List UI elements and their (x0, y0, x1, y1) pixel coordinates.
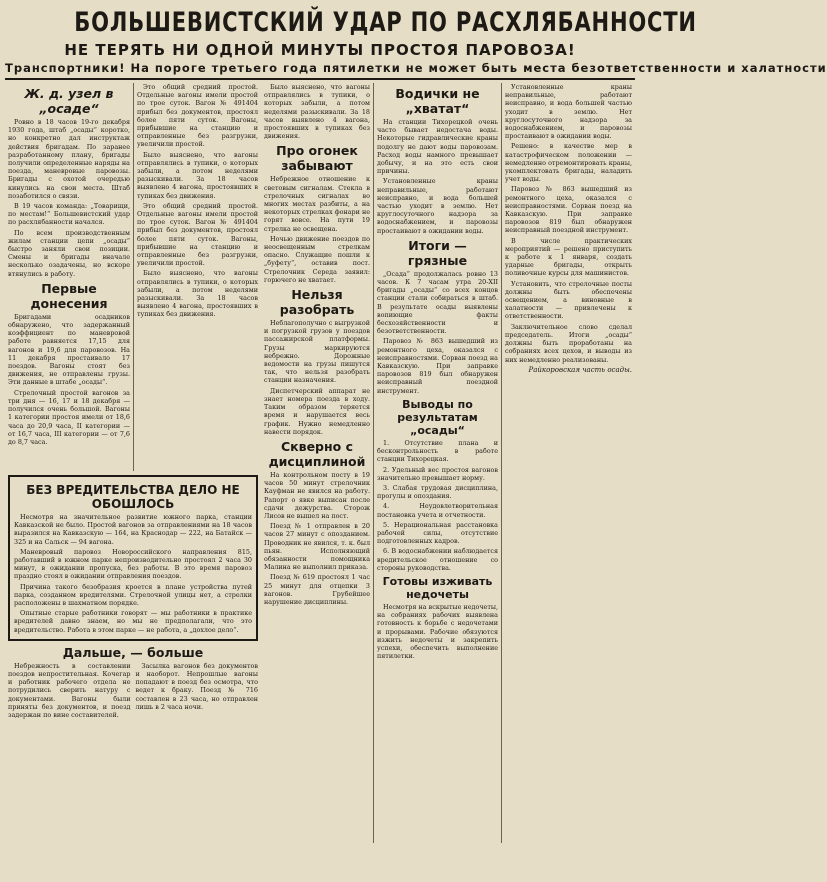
article-ogonek-p2: Ночью движение поездов по неосвещенным стрелкам опасно. Служащие пошли к „буфету“, оставив пост. Стрелочник Середа заявил: горючего не хватает. (264, 234, 370, 284)
article-ogonek-title: Про огонек забывают (276, 143, 358, 174)
article-nelzya-p1: Неблагополучно с выгрузкой и погрузкой грузов у поездов пассажирской платформы. Грузы маркируются небрежно. Дорожные ведомости на грузы пишутся так, что нельзя разобрать станции назначения. (264, 319, 370, 385)
article-ogonek-p1: Небрежное отношение к световым сигналам. Стекла в стрелочных сигналах во многих местах разбиты, а на некоторых стрелках фонари не горят вовсе. На пути 19 стрелка не освещена. (264, 175, 370, 233)
article-bezvreditelstva-title: БЕЗ ВРЕДИТЕЛЬСТВА ДЕЛО НЕ ОБОШЛОСЬ (26, 483, 240, 511)
col-4 (373, 83, 501, 843)
article-vyvody-p3: 3. Слабая трудовая дисциплина, прогулы и опоздания. (377, 483, 498, 501)
article-vodichki-p2: Установленные краны неправильные, работают неисправно, и вода большей частью уходит в землю. Нет круглосуточного надзора за водоснабжением, и паровозы простаивают в ожидании воды. (377, 177, 498, 235)
masthead (5, 6, 827, 80)
article-vodichki-cont: Установленные краны неправильные, работают неисправно, и вода большей частью уходит в землю. Нет круглосуточного надзора за водоснабжением, и паровозы простаивают в ожидании воды. (505, 83, 632, 141)
article-skverno-p3: Поезд № 619 простоял 1 час 25 минут для отцепки 3 вагонов. Грубейшее нарушение дисциплины. (264, 573, 370, 606)
article-continued-p1b: Это общий средний простой. Отдельные вагоны имели простой по трое суток. Вагон № 491404 прибыл без документов, простоял более пяти суток. Вагоны, прибывшие на станцию и отправленные без разгрузки, увеличили простой. (137, 201, 258, 268)
col-1 (5, 83, 133, 471)
columns (5, 83, 635, 843)
article-gotovy-title: Готовы изживать недочеты (382, 574, 493, 601)
article-gotovy-p1: Несмотря на вскрытые недочеты, на собраниях рабочих выявлена готовность к борьбе с недочетами и прорывами. Рабочие обязуются изжить недочеты и закрепить успехи, обеспечить выполнение пятилетки. (377, 602, 498, 661)
article-itogi-title: Итоги — грязные (407, 237, 468, 268)
col-2 (133, 83, 261, 471)
article-itogi-cont: Паровоз № 863 вышедший из ремонтного цеха, оказался с неисправностями. Сорван поезд на Кавказскую. При заправке паровозов 819 был обнаружен неисправный поездной инструмент. (505, 185, 632, 235)
left-columns (5, 83, 261, 843)
article-osada-p1: Ровно в 18 часов 19-го декабря 1930 года, штаб „осады“ коротко, но конкретно дал инструктаж действия бригадам. По заранее разработанному плану, бригады получили определенные наряды на поезда, маневровые паровозы. Бригады с охотой очередью кинулись на свои места. Штаб позаботился о связи. (8, 118, 130, 200)
article-osada-p2: В 19 часов команда: „Товарищи, по местам!“ Большевистский удар по расхлябанности начался. (8, 202, 130, 227)
box-column (5, 471, 261, 721)
article-skverno-p1: На контрольном посту в 19 часов 50 минут стрелочник Кауфман не явился на работу. Рапорт о явке выписан после сдачи дежурства. Сторож Лисов не вышел на пост. (264, 470, 370, 520)
article-bezvreditelstva-p2: Маневровый паровоз Новороссийского направления 815, работавший в южном парке непроизводительно простоял 2 часа 30 минут, в ожидании пропуска, без работы. В это время паровоз праздно стоял в ожидании отправления поездов. (14, 547, 252, 581)
article-vyvody-p1: 1. Отсутствие плана и бесконтрольность в работе станции Тихорецкая. (377, 438, 498, 464)
article-nelzya-title: Нельзя разобрать (279, 287, 355, 318)
article-vodichki-p1: На станции Тихорецкой очень часто бывает недостача воды. Некоторые гидравлические краны подолгу не дают воды паровозам. Расход воды намного превышает добычу, и на это есть свои причины. (377, 118, 498, 176)
article-itogi-p1: „Осада“ продолжалась ровно 13 часов. К 7 часам утра 20-XII бригады „осады“ со всех концов станции стали собираться в штаб. В результате осады выявлены вопиющие факты бесхозяйственности и безответственности. (377, 269, 498, 336)
article-vyvody-title: Выводы по результатам „осады“ (397, 397, 478, 437)
article-col3-lead: Было выяснено, что вагоны отправлялись в тупики, о которых забыли, а потом неделями разыскивали. За 18 часов выявлено 4 вагона, простоявших в тупиках без движения. (264, 83, 370, 141)
article-itogi-p2: Паровоз № 863 вышедший из ремонтного цеха, оказался с неисправностями. Сорван поезд на Кавказскую. При заправке паровозов 819 был обнаружен неисправный поездной инструмент. (377, 337, 498, 395)
article-dalshe-p1: Небрежность в составлении поездов непростительная. Кочегар и работник рабочего отдела не потрудились сверить натуру с документами. Вагоны были приняты без документов, и поезд задержан по вине составителей. (8, 661, 131, 720)
article-donesenia-p2: Стрелочный простой вагонов за три дня — 16, 17 и 18 декабря — получился очень большой. Вагоны 1 категории простоя имели от 18,6 часа до 20,9 часа, II категории — от 16,7 часа, III категории — от 7,6 до 8,7 часа. (8, 388, 130, 446)
left-top (5, 83, 261, 471)
article-vyvody-p6: 6. В водоснабжении наблюдается вредительское отношение со стороны руководства. (377, 547, 498, 572)
article-skverno-title: Скверно с дисциплиной (268, 438, 366, 469)
article-dalshe-title: Дальше, — больше (62, 644, 204, 660)
box-bezvreditelstva (8, 475, 258, 641)
signature: Райкоровская часть осады. (528, 365, 632, 374)
article-vyvody-p4: 4. Неудовлетворительная постановка учета и отчетности. (377, 502, 498, 519)
main-headline: БОЛЬШЕВИСТСКИЙ УДАР ПО РАСХЛЯБАННОСТИ (74, 7, 697, 38)
col-5 (501, 83, 635, 843)
article-right-p3: Установить, что стрелочные посты должны быть обеспечены освещением, а виновные в халатности — привлечены к ответственности. (505, 279, 632, 321)
article-right-p1: Решено: в качестве мер в катастрофическом положении — немедленно отремонтировать краны, укомплектовать бригады, наладить учет воды. (505, 142, 632, 184)
article-continued-p2: Было выяснено, что вагоны отправлялись в тупики, о которых забыли, а потом неделями разыскивали. За 18 часов выявлено 4 вагона, простоявших в тупиках без движения. (137, 150, 258, 200)
slogan-line: Транспортники! На пороге третьего года пятилетки не может быть места безответственности и халатности (5, 60, 635, 80)
article-continued-p1: Это общий средний простой. Отдельные вагоны имели простой по трое суток. Вагон № 491404 прибыл без документов, простоял более пяти суток. Вагоны, прибывшие на станцию и отправленные без разгрузки, увеличили простой. (137, 83, 258, 149)
article-osada-p3: По всем производственным жилам станции цепи „осады“ быстро заняли свои позиции. Смены и бригады вначале несколько озадачены, но вскоре втянулись в работу. (8, 228, 130, 278)
article-osada-title: Ж. д. узел в „осаде“ (24, 86, 114, 116)
article-continued-p2b: Было выяснено, что вагоны отправлялись в тупики, о которых забыли, а потом неделями разыскивали. За 18 часов выявлено 4 вагона, простоявших в тупиках без движения. (137, 269, 258, 319)
article-dalshe-p2: Засылка вагонов без документов и наоборот. Непрошлые вагоны попадают в поезд без осмотра, что ведет к браку. Поезд № 716 составлен в 23 часа, но отправлен лишь в 2 часа ночи. (135, 661, 258, 711)
article-vodichki-title: Водички не „хватат“ (395, 86, 480, 116)
article-gotovy-p2: Заключительное слово сделал председатель. Итоги „осады“ должны быть проработаны на собраниях всех цехов, и выводы из них немедленно реализованы. (505, 322, 632, 364)
col-3 (261, 83, 373, 843)
article-right-p2: В числе практических мероприятий — решено приступить к работе к 1 января, создать ударные бригады, открыть поливочные курсы для машинистов. (505, 236, 632, 278)
sub-headline: НЕ ТЕРЯТЬ НИ ОДНОЙ МИНУТЫ ПРОСТОЯ ПАРОВОЗА! (64, 41, 576, 59)
article-nelzya-p2: Диспетчерский аппарат не знает номера поезда в ходу. Таким образом теряется время и нарушается весь график. Нужно немедленно навести порядок. (264, 386, 370, 436)
article-vyvody-p2: 2. Удельный вес простоя вагонов значительно превышает норму. (377, 465, 498, 482)
article-bezvreditelstva-p3: Причина такого безобразия кроется в плане устройства путей парка, созданном вредителями. Стрелочной улицы нет, а стрелки расположены в шахматном порядке. (14, 582, 252, 608)
article-dalshe-body (8, 662, 258, 721)
article-vyvody-p5: 5. Нерациональная расстановка рабочей силы, отсутствие подготовленных кадров. (377, 520, 498, 546)
article-bezvreditelstva-p1: Несмотря на значительное развитие южного парка, станции Кавказской не было. Простой вагонов за отправлениями на 18 часов выразился на Кавказскую — 164, на Краснодар — 222, на Батайск — 325 и на Сальск — 94 вагона. (14, 513, 252, 546)
article-bezvreditelstva-p4: Опытные старые работники говорят — мы работники в практике вредителей давно знаем, но мы не предполагали, что это вредительство. Работа в этом парке — не работа, а „дохлое дело“. (14, 609, 252, 634)
article-donesenia-title: Первые донесения (30, 280, 108, 311)
article-donesenia-p1: Бригадами осадников обнаружено, что задержанный коэффициент по маневровой работе равняется 17,15 для вагонов и 19,6 для паровозов. На 11 декабря простаивало 17 поездов. Вагоны стоят без движения, не отправлены грузы. Эти данные в штабе „осады“. (8, 312, 130, 387)
article-skverno-p2: Поезд № 1 отправлен в 20 часов 27 минут с опозданием. Проводник не явился, т. к. был пьян. Исполняющий обязанности помощника Малина не выполнил приказа. (264, 522, 370, 572)
